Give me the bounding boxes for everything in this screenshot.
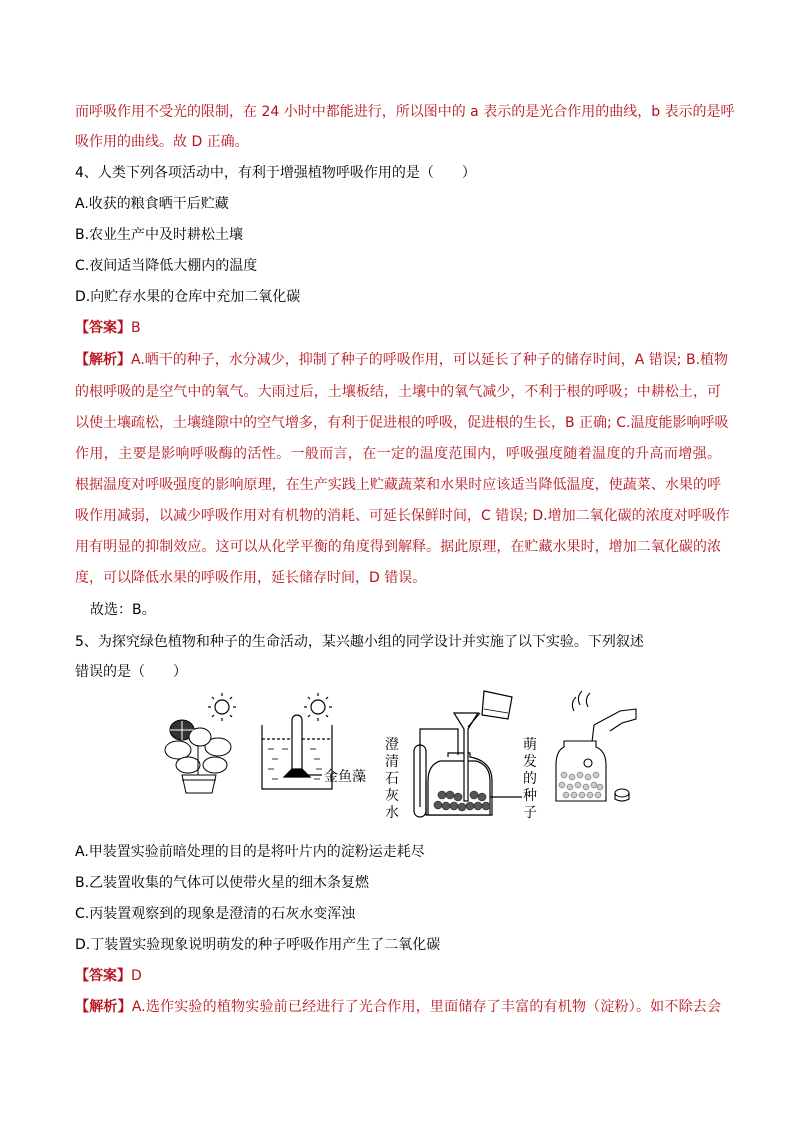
q4-option-d: D.向贮存水果的仓库中充加二氧化碳	[75, 289, 301, 305]
q4-analysis-line-1: 【解析】A.晒干的种子，水分减少，抑制了种子的呼吸作用，可以延长了种子的储存时间，A 错误; B.植物	[75, 352, 729, 368]
q5-option-a: A.甲装置实验前暗处理的目的是将叶片内的淀粉运走耗尽	[75, 844, 425, 860]
seeds-label-4: 种	[523, 788, 537, 804]
q4-analysis-line-4: 作用，主要是影响呼吸酶的活性。一般而言，在一定的温度范围内，呼吸强度随着温度的升高而增强。	[75, 446, 721, 462]
limewater-label-4: 灰	[385, 788, 399, 804]
q5-answer	[75, 966, 142, 986]
limewater-label-1: 澄	[385, 737, 399, 753]
question-5-stem-line-2: 错误的是（ ）	[75, 664, 187, 680]
q4-analysis-line-2: 的根呼吸的是空气中的氧气。大雨过后，土壤板结，土壤中的氧气减少，不利于根的呼吸；中耕松土，可	[75, 384, 721, 400]
q5-analysis-line-1: 【解析】A.选作实验的植物实验前已经进行了光合作用，里面储存了丰富的有机物（淀粉）。如不除去会	[75, 999, 722, 1015]
q5-option-b: B.乙装置收集的气体可以使带火星的细木条复燃	[75, 875, 370, 891]
plant-icon	[165, 720, 231, 793]
q4-answer	[75, 318, 141, 338]
analysis-continued-line-1: 而呼吸作用不受光的限制，在 24 小时中都能进行，所以图中的 a 表示的是光合作用的曲线，b 表示的是呼	[75, 104, 735, 120]
seeds-label-2: 发	[523, 754, 537, 770]
beaker-icon	[262, 715, 332, 789]
q4-analysis-line-7: 用有明显的抑制效应。这可以从化学平衡的角度得到解释。据此原理，在贮藏水果时，增加二氧化碳的浓	[75, 539, 721, 555]
candle-jar-apparatus	[550, 685, 640, 815]
limewater-label-2: 清	[385, 754, 399, 770]
q5-option-c: C.丙装置观察到的现象是澄清的石灰水变浑浊	[75, 906, 356, 922]
answer-tag: 【答案】	[75, 320, 131, 336]
q4-option-a: A.收获的粮食晒干后贮藏	[75, 196, 229, 212]
goldfish-weed-label: 金鱼藻	[324, 769, 366, 785]
q5-option-d: D.丁装置实验现象说明萌发的种子呼吸作用产生了二氧化碳	[75, 937, 441, 953]
q4-analysis-line-6: 吸作用减弱，以减少呼吸作用对有机物的消耗、可延长保鲜时间，C 错误; D.增加二氧化碳的浓度对呼吸作	[75, 508, 730, 524]
goldfish-weed-apparatus	[258, 685, 378, 805]
answer-value: D	[131, 968, 142, 984]
sun-icon	[208, 693, 236, 721]
seeds-label-1: 萌	[523, 737, 537, 753]
answer-tag: 【答案】	[75, 968, 131, 984]
limewater-label-3: 石	[385, 771, 399, 787]
analysis-tag: 【解析】	[75, 999, 132, 1015]
limewater-label-5: 水	[385, 805, 399, 821]
analysis-tag: 【解析】	[75, 352, 131, 368]
answer-value: B	[131, 320, 141, 336]
q4-option-b: B.农业生产中及时耕松土壤	[75, 227, 244, 243]
q4-analysis-line-8: 度，可以降低水果的呼吸作用，延长储存时间，D 错误。	[75, 570, 427, 586]
question-5-stem-line-1: 5、为探究绿色植物和种子的生命活动，某兴趣小组的同学设计并实施了以下实验。下列叙述	[75, 634, 644, 650]
seeds-label-5: 子	[523, 805, 537, 821]
q4-option-c: C.夜间适当降低大棚内的温度	[75, 258, 258, 274]
q4-conclusion: 故选：B。	[90, 602, 156, 618]
plant-sun-apparatus	[160, 685, 260, 805]
sun-icon	[304, 693, 332, 721]
analysis-continued-line-2: 吸作用的曲线。故 D 正确。	[75, 134, 249, 150]
experiment-figure	[160, 685, 640, 835]
question-4-stem: 4、人类下列各项活动中，有利于增强植物呼吸作用的是（ ）	[75, 165, 476, 181]
q4-analysis-line-3: 以使土壤疏松，土壤缝隙中的空气增多，有利于促进根的呼吸，促进根的生长，B 正确; C.温度能影响呼吸	[75, 415, 729, 431]
seeds-label-3: 的	[523, 771, 537, 787]
q4-analysis-line-5: 根据温度对呼吸强度的影响原理，在生产实践上贮藏蔬菜和水果时应该适当降低温度，使蔬菜、水果的呼	[75, 477, 721, 493]
